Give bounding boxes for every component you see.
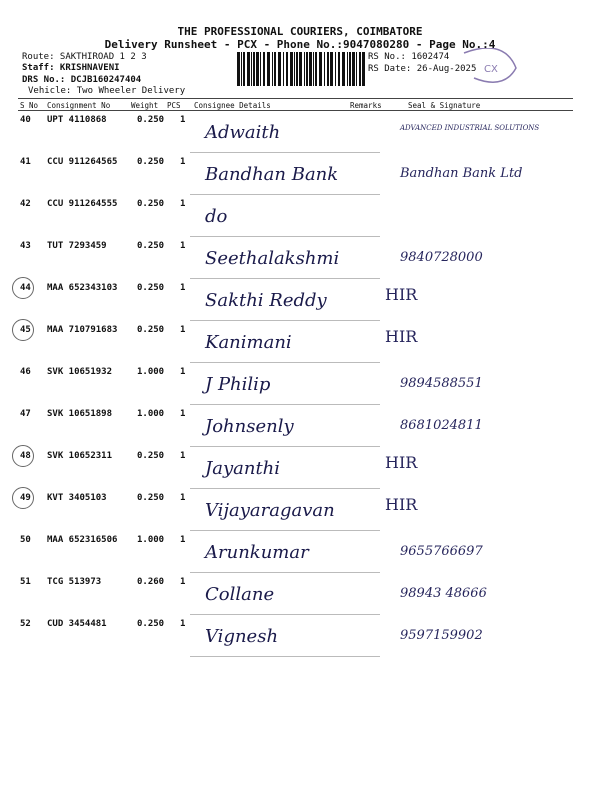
row-weight: 0.250 <box>137 493 165 503</box>
row-consignee-signature: Arunkumar <box>205 542 309 563</box>
row-consignee-signature: do <box>205 206 228 227</box>
row-consignee-signature: Collane <box>205 584 275 605</box>
partial-stamp <box>454 48 524 88</box>
row-weight: 1.000 <box>137 535 165 545</box>
rs-date-label: RS Date: 26-Aug-2025 <box>368 64 477 74</box>
barcode-bar <box>315 52 317 86</box>
staff-label: Staff: KRISHNAVENI <box>22 63 120 73</box>
row-consignee-signature: Kanimani <box>205 332 292 353</box>
barcode-bar <box>274 52 276 86</box>
row-divider <box>190 656 380 657</box>
row-consignee-signature: Vijayaragavan <box>205 500 335 521</box>
row-weight: 0.250 <box>137 619 165 629</box>
row-sno: 40 <box>20 115 31 125</box>
vehicle-label: Vehicle: Two Wheeler Delivery <box>28 86 186 96</box>
row-weight: 0.260 <box>137 577 165 587</box>
barcode-bar <box>296 52 298 86</box>
row-consignment-no: TCG 513973 <box>47 577 102 587</box>
circle-mark <box>12 487 34 509</box>
row-weight: 0.250 <box>137 451 165 461</box>
barcode-bar <box>359 52 361 86</box>
barcode-bar <box>313 52 314 86</box>
row-consignment-no: TUT 7293459 <box>47 241 107 251</box>
barcode-bar <box>290 52 293 86</box>
route-label: Route: SAKTHIROAD 1 2 3 <box>22 52 147 62</box>
barcode-bar <box>253 52 255 86</box>
row-consignment-no: CUD 3454481 <box>47 619 107 629</box>
barcode-bar <box>299 52 302 86</box>
row-seal-signature: 98943 48666 <box>400 586 487 601</box>
col-weight: Weight <box>131 101 159 110</box>
rs-no-label: RS No.: 1602474 <box>368 52 450 62</box>
row-weight: 1.000 <box>137 409 165 419</box>
row-sno: 45 <box>20 325 31 335</box>
barcode-bar <box>342 52 345 86</box>
row-seal-signature: HIR <box>385 285 418 304</box>
row-pcs: 1 <box>180 577 186 587</box>
row-divider <box>190 614 380 615</box>
row-consignee-signature: Bandhan Bank <box>205 164 339 185</box>
row-seal-signature: 9597159902 <box>400 628 483 643</box>
row-divider <box>190 278 380 279</box>
row-consignment-no: MAA 652316506 <box>47 535 118 545</box>
row-pcs: 1 <box>180 115 186 125</box>
circle-mark <box>12 277 34 299</box>
row-consignee-signature: J Philip <box>205 374 271 395</box>
header-subtitle: Delivery Runsheet - PCX - Phone No.:9047080280 - Page No.:4 <box>104 38 496 51</box>
barcode-bar <box>319 52 322 86</box>
barcode-bar <box>272 52 273 86</box>
barcode-bar <box>352 52 355 86</box>
row-sno: 52 <box>20 619 31 629</box>
row-sno: 51 <box>20 577 31 587</box>
barcode-bar <box>267 52 270 86</box>
barcode-bar <box>256 52 259 86</box>
col-consignment: Consignment No <box>47 101 111 110</box>
header-title: THE PROFESSIONAL COURIERS, COIMBATORE <box>177 25 423 38</box>
header-line-bottom <box>18 110 573 111</box>
barcode <box>237 52 365 86</box>
row-consignment-no: SVK 10651898 <box>47 409 113 419</box>
barcode-bar <box>241 52 242 86</box>
barcode-bar <box>243 52 245 86</box>
barcode-bar <box>362 52 365 86</box>
barcode-bar <box>251 52 252 86</box>
row-consignment-no: KVT 3405103 <box>47 493 107 503</box>
barcode-bar <box>324 52 325 86</box>
row-pcs: 1 <box>180 451 186 461</box>
row-seal-signature: 8681024811 <box>400 418 483 433</box>
row-pcs: 1 <box>180 325 186 335</box>
row-pcs: 1 <box>180 199 186 209</box>
row-consignment-no: UPT 4110868 <box>47 115 107 125</box>
row-weight: 0.250 <box>137 325 165 335</box>
row-consignment-no: MAA 710791683 <box>47 325 118 335</box>
row-weight: 0.250 <box>137 199 165 209</box>
row-pcs: 1 <box>180 619 186 629</box>
row-consignment-no: SVK 10651932 <box>47 367 113 377</box>
barcode-bar <box>309 52 312 86</box>
row-sno: 49 <box>20 493 31 503</box>
barcode-bar <box>237 52 240 86</box>
svg-text:CX: CX <box>484 64 498 75</box>
row-seal-signature: 9894588551 <box>400 376 483 391</box>
barcode-bar <box>330 52 333 86</box>
barcode-bar <box>260 52 261 86</box>
row-consignment-no: SVK 10652311 <box>47 451 113 461</box>
barcode-bar <box>283 52 284 86</box>
row-consignee-signature: Vignesh <box>205 626 279 647</box>
row-sno: 44 <box>20 283 31 293</box>
row-weight: 0.250 <box>137 115 165 125</box>
row-divider <box>190 320 380 321</box>
row-sno: 46 <box>20 367 31 377</box>
barcode-bar <box>263 52 265 86</box>
barcode-bar <box>304 52 305 86</box>
row-consignee-signature: Seethalakshmi <box>205 248 340 269</box>
barcode-bar <box>247 52 250 86</box>
row-divider <box>190 530 380 531</box>
circle-mark <box>12 319 34 341</box>
barcode-bar <box>338 52 340 86</box>
row-pcs: 1 <box>180 367 186 377</box>
col-remarks: Remarks <box>350 101 382 110</box>
barcode-bar <box>349 52 351 86</box>
barcode-bar <box>335 52 336 86</box>
row-pcs: 1 <box>180 493 186 503</box>
row-divider <box>190 446 380 447</box>
row-pcs: 1 <box>180 535 186 545</box>
row-sno: 42 <box>20 199 31 209</box>
row-pcs: 1 <box>180 283 186 293</box>
row-sno: 47 <box>20 409 31 419</box>
row-divider <box>190 572 380 573</box>
row-divider <box>190 194 380 195</box>
row-consignment-no: MAA 652343103 <box>47 283 118 293</box>
row-seal-signature: HIR <box>385 453 418 472</box>
col-sno: S No <box>20 101 39 110</box>
row-pcs: 1 <box>180 409 186 419</box>
row-sno: 50 <box>20 535 31 545</box>
row-divider <box>190 488 380 489</box>
row-consignee-signature: Sakthi Reddy <box>205 290 327 311</box>
col-seal: Seal & Signature <box>408 101 481 110</box>
row-sno: 43 <box>20 241 31 251</box>
barcode-bar <box>294 52 295 86</box>
barcode-bar <box>347 52 348 86</box>
barcode-bar <box>327 52 329 86</box>
row-divider <box>190 404 380 405</box>
row-weight: 0.250 <box>137 157 165 167</box>
row-consignee-signature: Jayanthi <box>205 458 281 479</box>
row-seal-signature: Bandhan Bank Ltd <box>400 166 523 181</box>
row-weight: 1.000 <box>137 367 165 377</box>
row-seal-signature: HIR <box>385 495 418 514</box>
row-seal-signature: HIR <box>385 327 418 346</box>
row-weight: 0.250 <box>137 241 165 251</box>
row-consignment-no: CCU 911264565 <box>47 157 118 167</box>
col-consignee: Consignee Details <box>194 101 271 110</box>
row-divider <box>190 152 380 153</box>
drs-label: DRS No.: DCJB160247404 <box>22 75 142 85</box>
row-pcs: 1 <box>180 157 186 167</box>
header-line-top <box>18 98 573 99</box>
row-sno: 48 <box>20 451 31 461</box>
barcode-bar <box>306 52 308 86</box>
row-divider <box>190 236 380 237</box>
barcode-bar <box>286 52 288 86</box>
row-consignee-signature: Johnsenly <box>205 416 294 437</box>
row-seal-signature: ADVANCED INDUSTRIAL SOLUTIONS <box>400 124 540 132</box>
row-sno: 41 <box>20 157 31 167</box>
row-divider <box>190 362 380 363</box>
row-weight: 0.250 <box>137 283 165 293</box>
row-consignee-signature: Adwaith <box>205 122 281 143</box>
circle-mark <box>12 445 34 467</box>
barcode-bar <box>356 52 357 86</box>
row-seal-signature: 9655766697 <box>400 544 483 559</box>
barcode-bar <box>278 52 281 86</box>
row-seal-signature: 9840728000 <box>400 250 483 265</box>
row-pcs: 1 <box>180 241 186 251</box>
row-consignment-no: CCU 911264555 <box>47 199 118 209</box>
col-pcs: PCS <box>167 101 181 110</box>
